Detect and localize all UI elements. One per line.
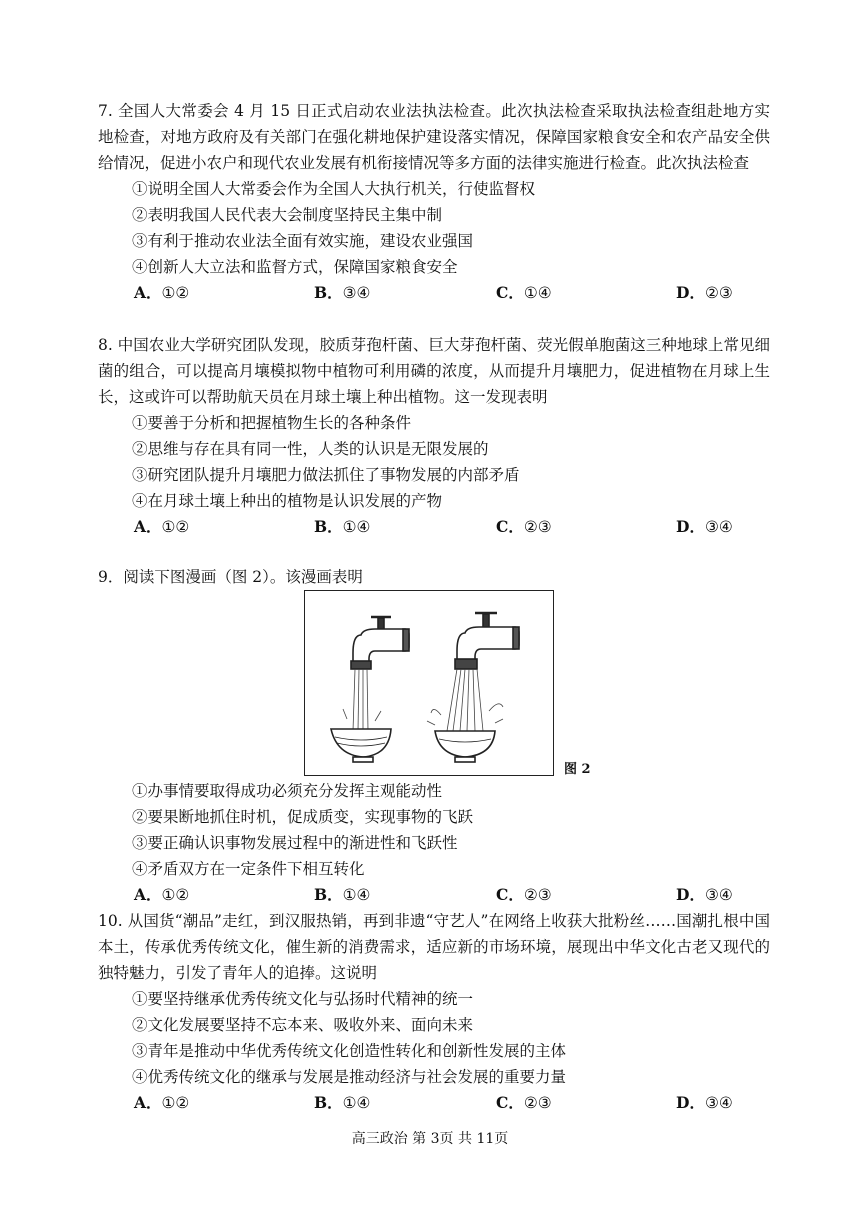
choice-d[interactable]: D．②③ [676,283,733,302]
answer-choices [98,280,770,306]
choice-d[interactable]: D．③④ [676,1093,733,1112]
option-3: ③有利于推动农业法全面有效实施，建设农业强国 [132,232,474,250]
faucet-cartoon [305,591,553,775]
choice-c[interactable]: C．①④ [496,283,552,302]
choice-a[interactable]: A．①② [134,1093,190,1112]
question-stem: 7. 全国人大常委会 4 月 15 日正式启动农业法执法检查。此次执法检查采取执法检查组赴地方实地检查，对地方政府及有关部门在强化耕地保护建设落实情况，保障国家粮食安全和农产品安全供给情况，促进小农户和现代农业发展有机衔接情况等多方面的法律实施进行检查。此次执法检查 [98,102,770,172]
option-4: ④创新人大立法和监督方式，保障国家粮食安全 [132,258,458,276]
left-faucet-icon [351,617,409,669]
option-1: ①要坚持继承优秀传统文化与弘扬时代精神的统一 [132,990,474,1008]
choice-c[interactable]: C．②③ [496,517,552,536]
left-bowl-icon [331,729,391,762]
option-2: ②表明我国人民代表大会制度坚持民主集中制 [132,206,443,224]
option-2: ②思维与存在具有同一性，人类的认识是无限发展的 [132,440,489,458]
option-2: ②要果断地抓住时机，促成质变，实现事物的飞跃 [132,808,474,826]
figure-caption: 图 2 [564,762,591,777]
answer-choices [98,882,770,908]
question-stem: 10. 从国货“潮品”走红，到汉服热销，再到非遗“守艺人”在网络上收获大批粉丝……国潮扎根中国本土，传承优秀传统文化，催生新的消费需求，适应新的市场环境，展现出中华文化古老又现代的独特魅力，引发了青年人的追捧。这说明 [98,912,770,982]
option-1: ①办事情要取得成功必须充分发挥主观能动性 [132,782,443,800]
option-1: ①说明全国人大常委会作为全国人大执行机关，行使监督权 [132,180,536,198]
choice-a[interactable]: A．①② [134,283,190,302]
question-9 [98,564,770,590]
choice-b[interactable]: B．①④ [314,517,371,536]
choice-d[interactable]: D．③④ [676,517,733,536]
choice-d[interactable]: D．③④ [676,885,733,904]
choice-a[interactable]: A．①② [134,885,190,904]
option-3: ③要正确认识事物发展过程中的渐进性和飞跃性 [132,834,458,852]
question-10 [98,908,770,1116]
left-water-stream [343,669,381,731]
option-2: ②文化发展要坚持不忘本来、吸收外来、面向未来 [132,1016,474,1034]
choice-b[interactable]: B．①④ [314,1093,371,1112]
question-7 [98,98,770,306]
option-1: ①要善于分析和把握植物生长的各种条件 [132,414,412,432]
choice-b[interactable]: B．①④ [314,885,371,904]
option-4: ④优秀传统文化的继承与发展是推动经济与社会发展的重要力量 [132,1068,567,1086]
right-faucet-icon [455,613,519,669]
option-4: ④矛盾双方在一定条件下相互转化 [132,860,365,878]
option-4: ④在月球土壤上种出的植物是认识发展的产物 [132,492,443,510]
choice-a[interactable]: A．①② [134,517,190,536]
choice-b[interactable]: B．③④ [314,283,371,302]
question-9-options [98,778,770,908]
question-stem: 8. 中国农业大学研究团队发现，胶质芽孢杆菌、巨大芽孢杆菌、荧光假单胞菌这三种地球上常见细菌的组合，可以提高月壤模拟物中植物可利用磷的浓度，从而提升月壤肥力，促进植物在月球上生长，这或许可以帮助航天员在月球土壤上种出植物。这一发现表明 [98,336,771,406]
choice-c[interactable]: C．②③ [496,1093,552,1112]
answer-choices [98,514,770,540]
right-bowl-icon [435,731,495,762]
page-footer: 高三政治 第 3页 共 11页 [351,1131,509,1147]
cartoon-figure [304,590,554,776]
answer-choices [98,1090,770,1116]
option-3: ③青年是推动中华优秀传统文化创造性转化和创新性发展的主体 [132,1042,567,1060]
option-3: ③研究团队提升月壤肥力做法抓住了事物发展的内部矛盾 [132,466,520,484]
choice-c[interactable]: C．②③ [496,885,552,904]
right-water-stream [427,669,503,731]
question-8 [98,332,770,540]
question-stem: 9．阅读下图漫画（图 2）。该漫画表明 [98,568,363,586]
